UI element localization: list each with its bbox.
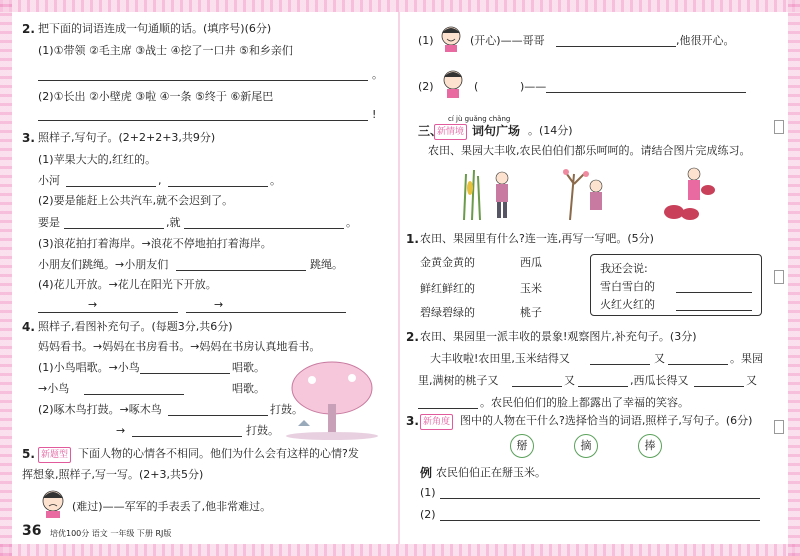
- page-spine: [398, 12, 400, 544]
- q2r-l1c: 。果园: [730, 352, 763, 365]
- sad-boy-icon: [38, 488, 68, 518]
- q5-r1-text: (开心)——哥哥: [470, 34, 545, 47]
- q4-b2b: 打鼓。: [246, 424, 279, 437]
- box-title: 我还会说:: [600, 262, 648, 275]
- word-choice-2[interactable]: 捧: [638, 434, 662, 458]
- q2r-blank-3[interactable]: [512, 386, 562, 387]
- q3r-number: 3.: [406, 414, 419, 428]
- q4-a2-blank[interactable]: [84, 394, 184, 395]
- q3-s4a: →: [88, 298, 98, 311]
- q4-a1b: 唱歌。: [232, 361, 265, 374]
- word-choice-1[interactable]: 摘: [574, 434, 598, 458]
- box-item-1: 雪白雪白的: [600, 280, 655, 293]
- corn-field-illustration: [456, 164, 516, 220]
- q4-number: 4.: [22, 320, 35, 334]
- q3-s4-blank2[interactable]: [186, 312, 346, 313]
- q2r-blank-4[interactable]: [578, 386, 628, 387]
- q4-b2: →: [116, 424, 126, 437]
- q3-s3a: 小朋友们跳绳。→小朋友们: [38, 258, 169, 271]
- q2r-blank-1[interactable]: [590, 364, 650, 365]
- q5-r2-label: (2): [418, 80, 434, 93]
- q4-prompt: 照样子,看图补充句子。(每题3分,共6分): [38, 320, 233, 333]
- side-mark-3: [774, 420, 784, 434]
- q3r-answer-1[interactable]: [440, 498, 760, 499]
- q2r-l2b: 又: [564, 374, 575, 387]
- q2r-blank-2[interactable]: [668, 364, 728, 365]
- side-mark-2: [774, 270, 784, 284]
- q3-s2b: ,就: [166, 216, 181, 229]
- q4-example: 妈妈看书。→妈妈在书房看书。→妈妈在书房认真地看书。: [38, 340, 321, 353]
- side-mark-1: [774, 120, 784, 134]
- q4-b2-blank[interactable]: [132, 436, 242, 437]
- q3-s2c: 。: [346, 216, 357, 229]
- q3-s2: (2)要是能赶上公共汽车,就不会迟到了。: [38, 194, 234, 207]
- q1-left-0[interactable]: 金黄金黄的: [420, 256, 475, 269]
- sec3-tag: 新情境: [434, 124, 467, 140]
- q4-a2: →小鸟: [38, 382, 70, 395]
- q3-s1a: 小河: [38, 174, 60, 187]
- q1-prompt: 农田、果园里有什么?连一连,再写一写吧。(5分): [420, 232, 654, 245]
- q5-number: 5.: [22, 447, 35, 461]
- q4-a2b: 唱歌。: [232, 382, 265, 395]
- q4-a1-blank[interactable]: [140, 373, 230, 374]
- border-left: [0, 0, 12, 556]
- q5-example: (难过)——军军的手表丢了,他非常难过。: [72, 500, 272, 513]
- q1-right-0[interactable]: 西瓜: [520, 256, 542, 269]
- q2-item2: (2)①长出 ②小壁虎 ③啦 ④一条 ⑤终于 ⑥新尾巴: [38, 90, 274, 103]
- q2r-l1: 大丰收啦!农田里,玉米结得又: [430, 352, 570, 365]
- q3r-a-label: (1): [420, 486, 436, 499]
- q2r-l2d: 又: [746, 374, 757, 387]
- q1-number: 1.: [406, 232, 419, 246]
- happy-boy-icon: [438, 24, 464, 52]
- box-blank-1[interactable]: [676, 292, 752, 293]
- q5-prompt: 下面人物的心情各不相同。他们为什么会有这样的心情?发: [78, 447, 359, 460]
- q3-s1-blank1[interactable]: [66, 186, 156, 187]
- q2r-l3: 。农民伯伯们的脸上都露出了幸福的笑容。: [480, 396, 689, 409]
- q2r-prompt: 农田、果园里一派丰收的景象!观察图片,补充句子。(3分): [420, 330, 697, 343]
- q3-s3: (3)浪花拍打着海岸。→浪花不停地拍打着海岸。: [38, 237, 272, 250]
- word-choice-0[interactable]: 掰: [510, 434, 534, 458]
- q5-r2-blank[interactable]: [546, 92, 746, 93]
- q5-r2-dash: )——: [520, 80, 547, 93]
- sec3-pinyin: cí jù guǎng chǎng: [448, 115, 511, 123]
- q5-r1-end: ,他很开心。: [676, 34, 735, 47]
- sec3-score: 。(14分): [528, 124, 573, 137]
- q2r-l2: 里,满树的桃子又: [418, 374, 499, 387]
- q5-r1-blank[interactable]: [556, 46, 676, 47]
- watermelon-illustration: [660, 164, 720, 220]
- q3-s4: (4)花儿开放。→花儿在阳光下开放。: [38, 278, 217, 291]
- q3r-example: 农民伯伯正在掰玉米。: [436, 466, 546, 479]
- q3-s1: (1)苹果大大的,红红的。: [38, 153, 157, 166]
- q3r-answer-2[interactable]: [440, 520, 760, 521]
- q2-end1: 。: [372, 68, 383, 81]
- q5-tag: 新题型: [38, 447, 71, 463]
- q4-b1b: 打鼓。: [270, 403, 303, 416]
- q5-prompt-2: 挥想象,照样子,写一写。(2+3,共5分): [22, 468, 204, 481]
- q1-right-2[interactable]: 桃子: [520, 306, 542, 319]
- q3r-b-label: (2): [420, 508, 436, 521]
- q1-left-2[interactable]: 碧绿碧绿的: [420, 306, 475, 319]
- q3-prompt: 照样子,写句子。(2+2+2+3,共9分): [38, 131, 216, 144]
- q2-answer-line-2[interactable]: [38, 120, 368, 121]
- q4-a1: (1)小鸟唱歌。→小鸟: [38, 361, 140, 374]
- q2r-number: 2.: [406, 330, 419, 344]
- q3r-tag: 新角度: [420, 414, 453, 430]
- tree-bird-illustration: [282, 360, 382, 440]
- box-blank-2[interactable]: [676, 310, 752, 311]
- q2r-l1b: 又: [654, 352, 665, 365]
- border-right: [788, 0, 800, 556]
- q2r-blank-5[interactable]: [694, 386, 744, 387]
- q2r-l2c: ,西瓜长得又: [630, 374, 689, 387]
- q2r-blank-6[interactable]: [418, 408, 478, 409]
- q3-s2-blank1[interactable]: [64, 228, 164, 229]
- q2-number: 2.: [22, 22, 35, 36]
- q2-end2: !: [372, 108, 377, 121]
- border-bottom: [0, 544, 800, 556]
- q3-number: 3.: [22, 131, 35, 145]
- sec3-intro: 农田、果园大丰收,农民伯伯们都乐呵呵的。请结合图片完成练习。: [428, 144, 751, 157]
- q3-s4b: →: [214, 298, 224, 311]
- q2-answer-line-1[interactable]: [38, 80, 368, 81]
- q4-b1-blank[interactable]: [168, 415, 268, 416]
- q3-s4-blank1[interactable]: [38, 312, 178, 313]
- box-item-2: 火红火红的: [600, 298, 655, 311]
- q2-item1: (1)①带领 ②毛主席 ③战士 ④挖了一口井 ⑤和乡亲们: [38, 44, 293, 57]
- peach-tree-illustration: [560, 164, 610, 220]
- q3-s2a: 要是: [38, 216, 60, 229]
- q3-s1c: 。: [270, 174, 281, 187]
- page-number: 36: [22, 523, 42, 539]
- boy-icon: [440, 68, 466, 100]
- sec3-title: 词句广场: [472, 124, 521, 138]
- q5-r2-open: (: [474, 80, 479, 93]
- q3-s3-blank[interactable]: [176, 270, 306, 271]
- q2-prompt: 把下面的词语连成一句通顺的话。(填序号)(6分): [38, 22, 272, 35]
- footer-info: 培优100分 语文 一年级 下册 RJ版: [50, 529, 172, 538]
- sec3-label: 三、: [418, 124, 443, 138]
- q3r-prompt: 图中的人物在干什么?选择恰当的词语,照样子,写句子。(6分): [460, 414, 753, 427]
- border-top: [0, 0, 800, 12]
- q3-s3b: 跳绳。: [310, 258, 343, 271]
- q3-s1b: ,: [158, 174, 162, 187]
- q1-left-1[interactable]: 鲜红鲜红的: [420, 282, 475, 295]
- q4-b1: (2)啄木鸟打鼓。→啄木鸟: [38, 403, 162, 416]
- q5-r1-label: (1): [418, 34, 434, 47]
- q3-s2-blank2[interactable]: [184, 228, 344, 229]
- q1-right-1[interactable]: 玉米: [520, 282, 542, 295]
- q3r-example-label: 例: [420, 466, 433, 480]
- q3-s1-blank2[interactable]: [168, 186, 268, 187]
